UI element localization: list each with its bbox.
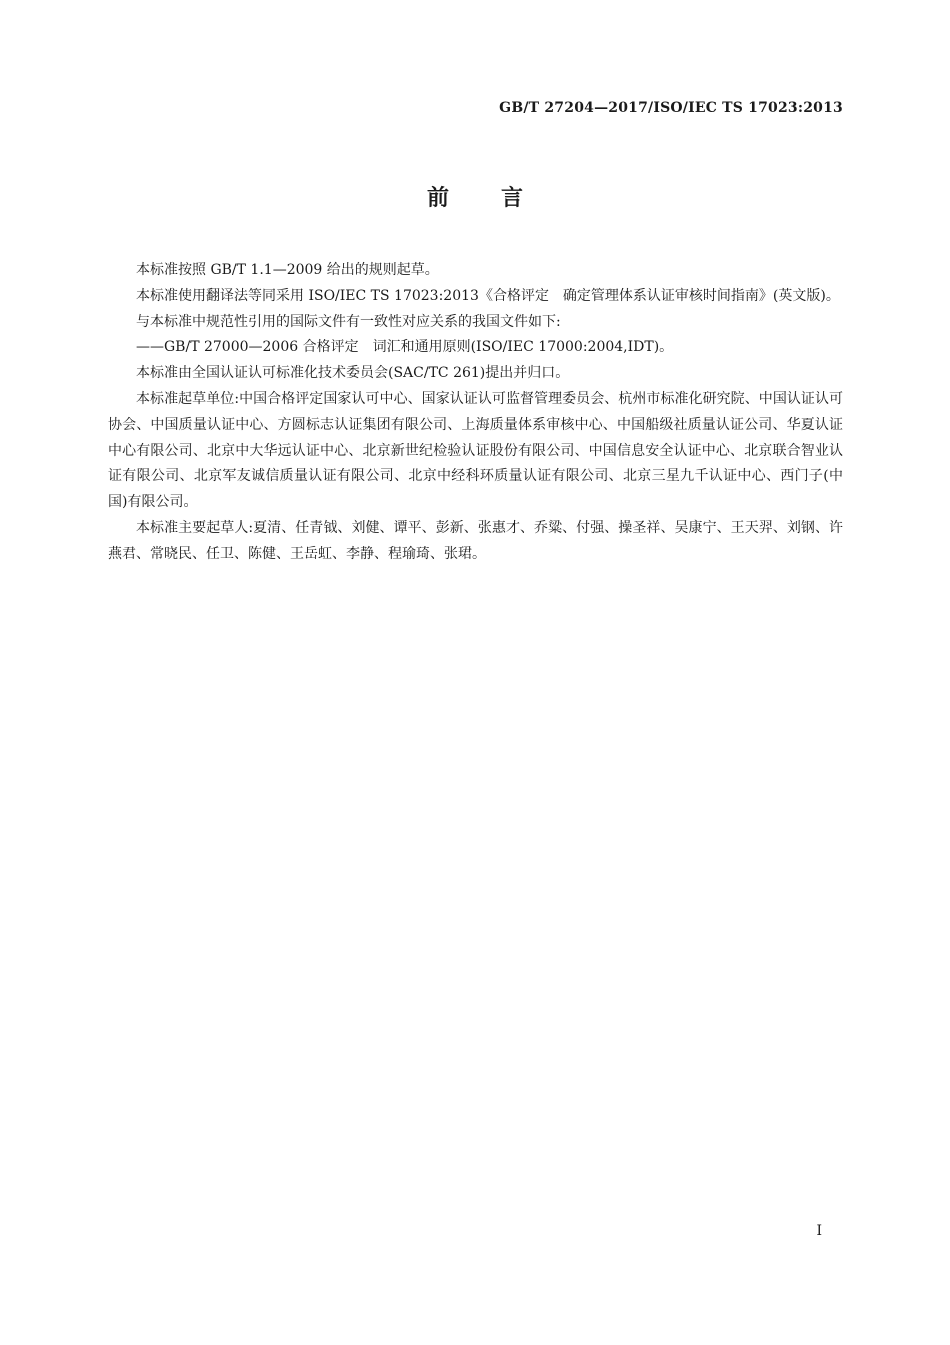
paragraph-adoption: 本标准使用翻译法等同采用 ISO/IEC TS 17023:2013《合格评定 确定管理体系认证审核时间指南》(英文版)。	[136, 287, 840, 304]
paragraph-drafting-units: 本标准起草单位:中国合格评定国家认可中心、国家认证认可监督管理委员会、杭州市标准化研究院、中国认证认可协会、中国质量认证中心、方圆标志认证集团有限公司、上海质量体系审核中心、中国船级社质量认证公司、华夏认证中心有限公司、北京中大华远认证中心、北京新世纪检验认证股份有限公司、中国信息安全认证中心、北京联合智业认证有限公司、北京军友诚信质量认证有限公司、北京中经科环质量认证有限公司、北京三星九千认证中心、西门子(中国)有限公司。	[108, 390, 843, 511]
paragraph-reference-intro: 与本标准中规范性引用的国际文件有一致性对应关系的我国文件如下:	[136, 313, 561, 330]
page-number: I	[816, 1223, 822, 1239]
foreword-body	[108, 258, 843, 568]
paragraph-drafters: 本标准主要起草人:夏清、任青钺、刘健、谭平、彭新、张惠才、乔粱、付强、操圣祥、吴康宁、王天羿、刘钢、许燕君、常晓民、任卫、陈健、王岳虹、李静、程瑜琦、张珺。	[108, 519, 843, 562]
paragraph-committee: 本标准由全国认证认可标准化技术委员会(SAC/TC 261)提出并归口。	[136, 365, 570, 382]
page-title: 前言	[426, 186, 575, 211]
paragraph-drafting-rules: 本标准按照 GB/T 1.1—2009 给出的规则起草。	[136, 262, 439, 278]
standard-code-header: GB/T 27204—2017/ISO/IEC TS 17023:2013	[499, 100, 843, 116]
paragraph-reference-item: ——GB/T 27000—2006 合格评定 词汇和通用原则(ISO/IEC 17000:2004,IDT)。	[136, 339, 674, 356]
